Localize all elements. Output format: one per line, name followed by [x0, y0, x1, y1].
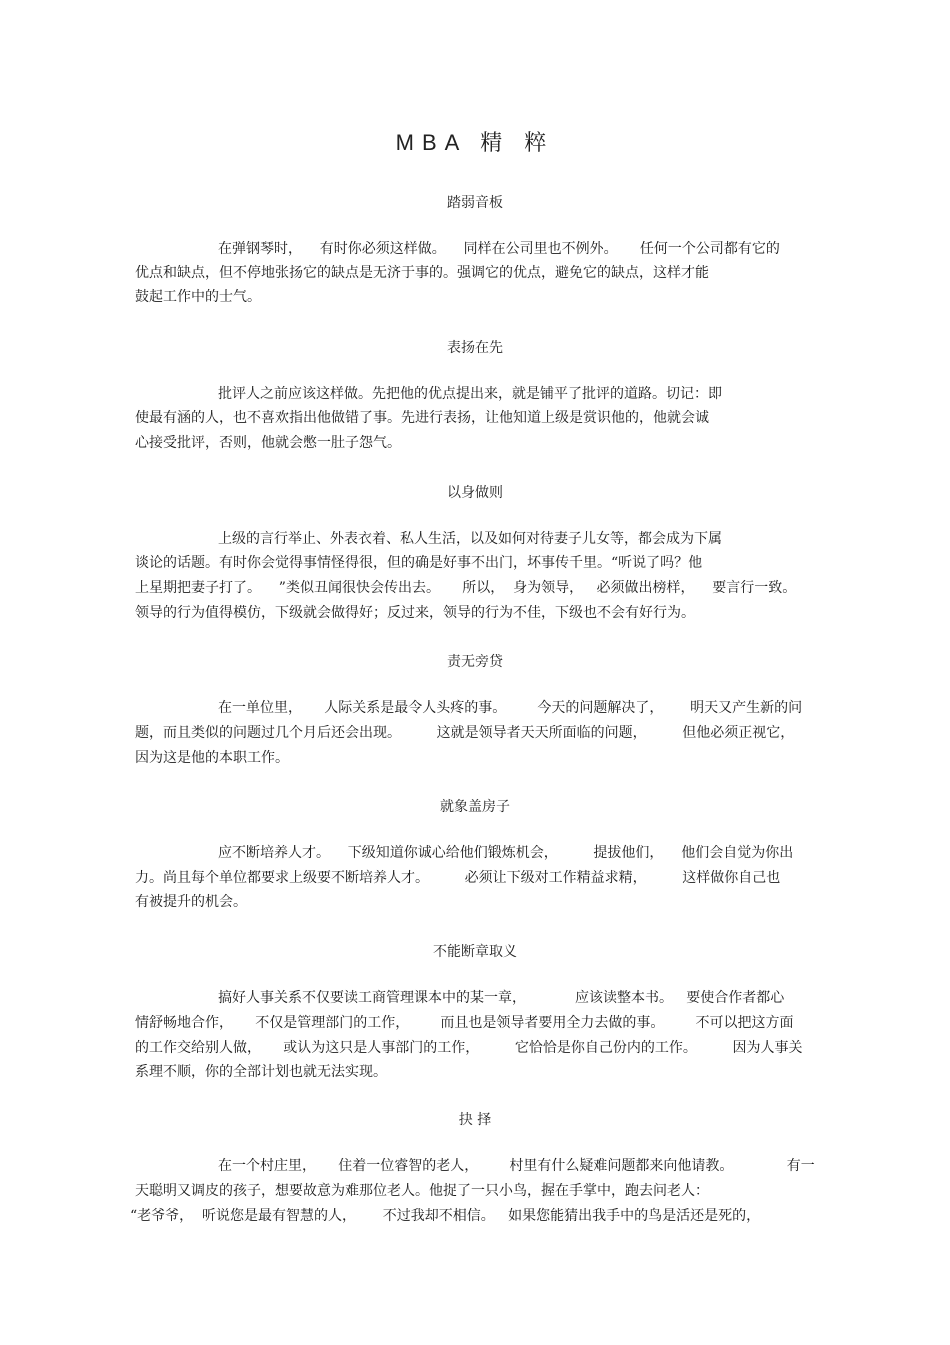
paragraph-line: 的工作交给别人做， 或认为这只是人事部门的工作， 它恰恰是你自己份内的工作。 因为人事关	[135, 1040, 803, 1056]
paragraph-line: 优点和缺点，但不停地张扬它的缺点是无济于事的。强调它的优点，避免它的缺点，这样才能	[135, 265, 709, 281]
section-heading: 踏弱音板	[447, 195, 503, 211]
paragraph-line: 力。尚且每个单位都要求上级要不断培养人才。 必须让下级对工作精益求精， 这样做你自己也	[135, 870, 781, 886]
paragraph-line: 领导的行为值得模仿，下级就会做得好；反过来，领导的行为不佳，下级也不会有好行为。	[135, 605, 695, 621]
paragraph-line: 上星期把妻子打了。 ”类似丑闻很快会传出去。 所以， 身为领导， 必须做出榜样， 要言行一致。	[135, 580, 797, 596]
section-heading: 抉 择	[458, 1112, 492, 1128]
section-heading: 就象盖房子	[440, 799, 510, 815]
paragraph-line: 心接受批评，否则，他就会憋一肚子怨气。	[135, 435, 401, 451]
paragraph-line: “老爷爷， 听说您是最有智慧的人， 不过我却不相信。 如果您能猜出我手中的鸟是活还是死的，	[130, 1208, 761, 1224]
paragraph-line: 使最有涵的人，也不喜欢指出他做错了事。先进行表扬，让他知道上级是赏识他的，他就会诚	[135, 410, 709, 426]
paragraph-line: 批评人之前应该这样做。先把他的优点提出来，就是铺平了批评的道路。切记：即	[218, 386, 722, 402]
section-heading: 以身做则	[447, 485, 503, 501]
paragraph-line: 天聪明又调皮的孩子，想要故意为难那位老人。他捉了一只小鸟，握在手掌中，跑去问老人：	[135, 1183, 709, 1199]
section-heading: 责无旁贷	[447, 654, 503, 670]
section-heading: 不能断章取义	[433, 944, 517, 960]
paragraph-line: 在一个村庄里， 住着一位睿智的老人， 村里有什么疑难问题都来向他请教。 有一	[218, 1158, 815, 1174]
paragraph-line: 应不断培养人才。 下级知道你诚心给他们锻炼机会， 提拔他们， 他们会自觉为你出	[218, 845, 794, 861]
paragraph-line: 在弹钢琴时， 有时你必须这样做。 同样在公司里也不例外。 任何一个公司都有它的	[218, 241, 780, 257]
paragraph-line: 鼓起工作中的士气。	[135, 289, 261, 305]
paragraph-line: 系理不顺，你的全部计划也就无法实现。	[135, 1064, 387, 1080]
paragraph-line: 因为这是他的本职工作。	[135, 750, 289, 766]
paragraph-line: 有被提升的机会。	[135, 894, 247, 910]
paragraph-line: 情舒畅地合作， 不仅是管理部门的工作， 而且也是领导者要用全力去做的事。 不可以把这方面	[135, 1015, 794, 1031]
paragraph-line: 搞好人事关系不仅要读工商管理课本中的某一章， 应该读整本书。 要使合作者都心	[218, 990, 785, 1006]
section-heading: 表扬在先	[447, 340, 503, 356]
document-title: MBA 精 粹	[395, 130, 555, 155]
paragraph-line: 在一单位里， 人际关系是最令人头疼的事。 今天的问题解决了， 明天又产生新的问	[218, 700, 803, 716]
paragraph-line: 谈论的话题。有时你会觉得事情怪得很，但的确是好事不出门，坏事传千里。“听说了吗？他	[135, 555, 703, 571]
paragraph-line: 题，而且类似的问题过几个月后还会出现。 这就是领导者天天所面临的问题， 但他必须正视它，	[135, 725, 795, 741]
paragraph-line: 上级的言行举止、外表衣着、私人生活，以及如何对待妻子儿女等，都会成为下属	[218, 531, 722, 547]
